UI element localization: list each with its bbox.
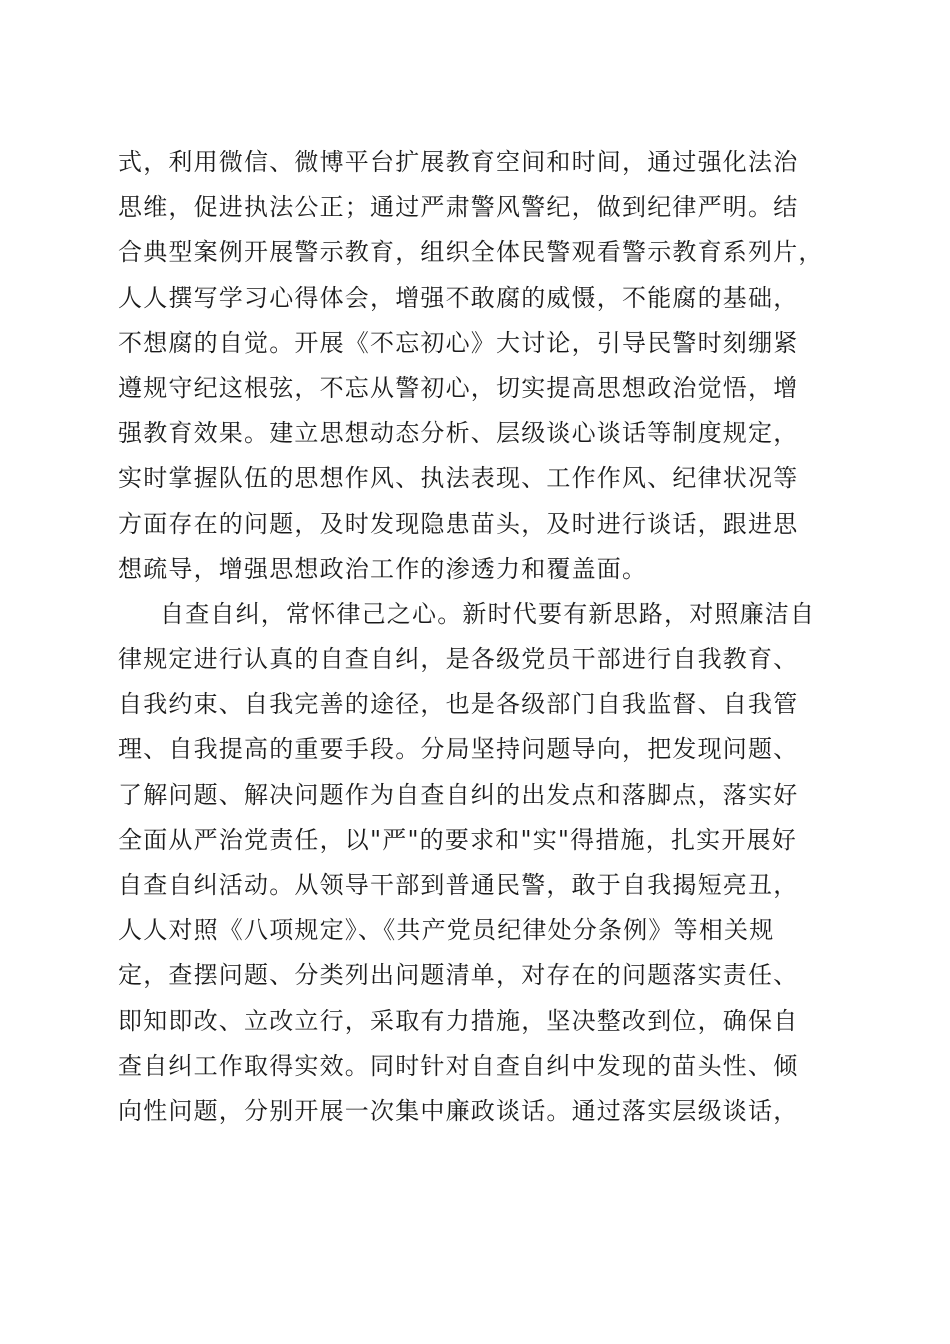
paragraph-line: 思维，促进执法公正；通过严肃警风警纪，做到纪律严明。结 <box>118 193 799 222</box>
paragraph-line: 了解问题、解决问题作为自查自纠的出发点和落脚点，落实好 <box>118 780 799 809</box>
paragraph-line: 方面存在的问题，及时发现隐患苗头，及时进行谈话，跟进思 <box>118 509 799 538</box>
paragraph-line: 合典型案例开展警示教育，组织全体民警观看警示教育系列片， <box>118 238 824 267</box>
paragraph-line: 自我约束、自我完善的途径，也是各级部门自我监督、自我管 <box>118 690 799 719</box>
document-body <box>118 140 838 1134</box>
paragraph-line: 不想腐的自觉。开展《不忘初心》大讨论，引导民警时刻绷紧 <box>118 328 799 357</box>
paragraph-line: 查自纠工作取得实效。同时针对自查自纠中发现的苗头性、倾 <box>118 1051 799 1080</box>
paragraph-line: 人人撰写学习心得体会，增强不敢腐的威慑，不能腐的基础， <box>118 283 799 312</box>
paragraph-line: 律规定进行认真的自查自纠，是各级党员干部进行自我教育、 <box>118 645 799 674</box>
paragraph-line: 定，查摆问题、分类列出问题清单，对存在的问题落实责任、 <box>118 961 799 990</box>
paragraph-line: 自查自纠活动。从领导干部到普通民警，敢于自我揭短亮丑， <box>118 871 799 899</box>
paragraph-line: 实时掌握队伍的思想作风、执法表现、工作作风、纪律状况等 <box>118 464 799 493</box>
paragraph-line: 人人对照《八项规定》、《共产党员纪律处分条例》等相关规 <box>118 916 775 945</box>
paragraph-2 <box>118 592 838 1134</box>
paragraph-line: 自查自纠，常怀律己之心。新时代要有新思路，对照廉洁自 <box>160 599 816 628</box>
paragraph-1 <box>118 140 838 592</box>
paragraph-line: 全面从严治党责任，以"严"的要求和"实"得措施，扎实开展好 <box>118 825 797 854</box>
paragraph-line: 遵规守纪这根弦，不忘从警初心，切实提高思想政治觉悟，增 <box>118 373 799 402</box>
paragraph-line: 强教育效果。建立思想动态分析、层级谈心谈话等制度规定， <box>118 419 799 448</box>
paragraph-line: 式，利用微信、微博平台扩展教育空间和时间，通过强化法治 <box>118 148 799 176</box>
paragraph-line: 向性问题，分别开展一次集中廉政谈话。通过落实层级谈话， <box>118 1096 799 1125</box>
paragraph-line: 即知即改、立改立行，采取有力措施，坚决整改到位，确保自 <box>118 1006 799 1035</box>
paragraph-line: 理、自我提高的重要手段。分局坚持问题导向，把发现问题、 <box>118 735 799 764</box>
paragraph-line: 想疏导，增强思想政治工作的渗透力和覆盖面。 <box>118 554 648 583</box>
